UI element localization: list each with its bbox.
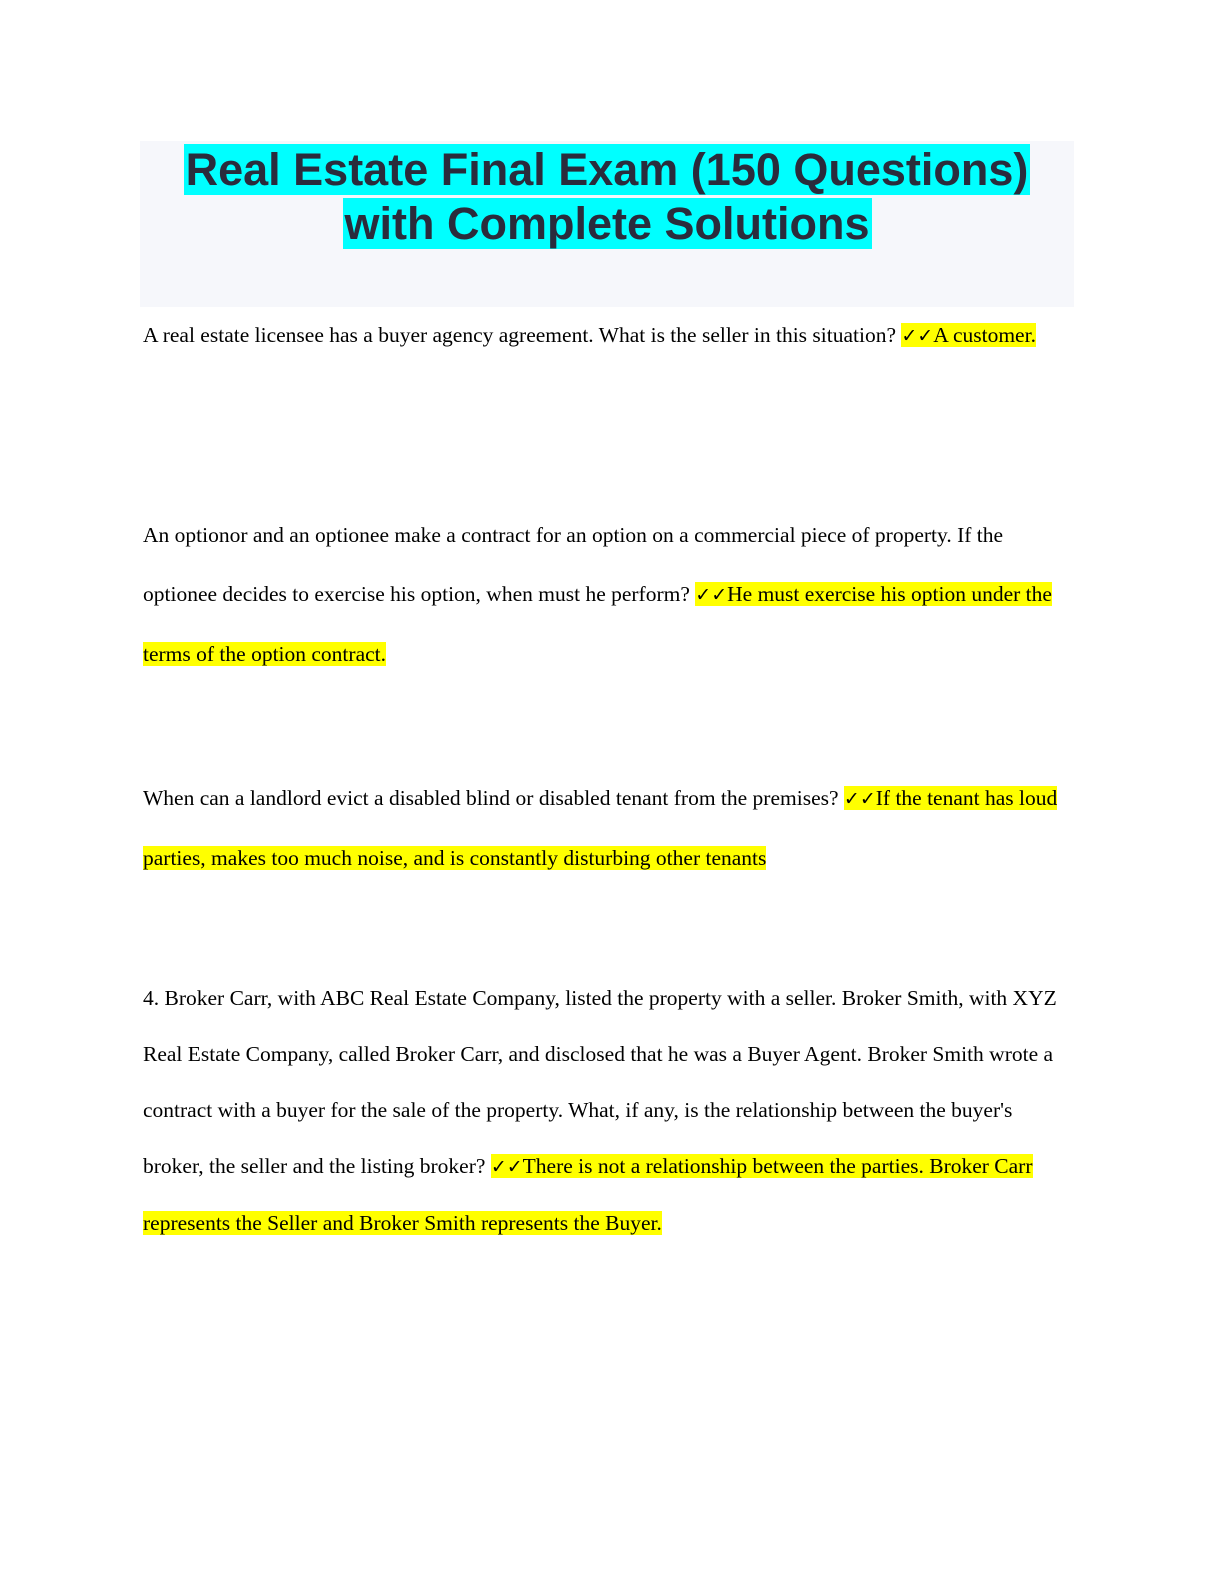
- document-title: [140, 141, 1074, 251]
- double-check-icon: ✓✓: [843, 788, 876, 810]
- double-check-icon: ✓✓: [695, 584, 728, 606]
- answer-text: A customer.: [933, 323, 1036, 347]
- answer-text: If the tenant has loud parties, makes too much noise, and is constantly disturbing other tenants: [143, 786, 1058, 870]
- question-block: [143, 769, 1078, 888]
- double-check-icon: ✓✓: [901, 325, 934, 347]
- title-line-1: Real Estate Final Exam (150 Questions): [185, 144, 1029, 195]
- title-block: [140, 141, 1074, 307]
- answer-text: There is not a relationship between the parties. Broker Carr represents the Seller and Broker Smith represents the Buyer.: [143, 1154, 1033, 1235]
- question-block: [143, 970, 1078, 1251]
- question-block: [143, 306, 1078, 366]
- title-line-2: with Complete Solutions: [344, 198, 870, 249]
- question-text: A real estate licensee has a buyer agency agreement. What is the seller in this situation?: [143, 323, 897, 347]
- double-check-icon: ✓✓: [490, 1156, 523, 1178]
- answer-text: He must exercise his option under the terms of the option contract.: [143, 582, 1052, 666]
- question-block: [143, 506, 1078, 684]
- question-text: 4. Broker Carr, with ABC Real Estate Company, listed the property with a seller. Broker Smith, with XYZ Real Estate Company, called Broker Carr, and disclosed that he was a Buyer Agent. Broker Smith wrote a contract with a buyer for the sale of the property. What, if any, is the relationship between the buyer's broker, the seller and the listing broker?: [143, 986, 1057, 1178]
- question-text: An optionor and an optionee make a contract for an option on a commercial piece of property. If the optionee decides to exercise his option, when must he perform?: [143, 523, 1004, 606]
- answer-highlight: [901, 323, 1036, 347]
- question-text: When can a landlord evict a disabled blind or disabled tenant from the premises?: [143, 786, 839, 810]
